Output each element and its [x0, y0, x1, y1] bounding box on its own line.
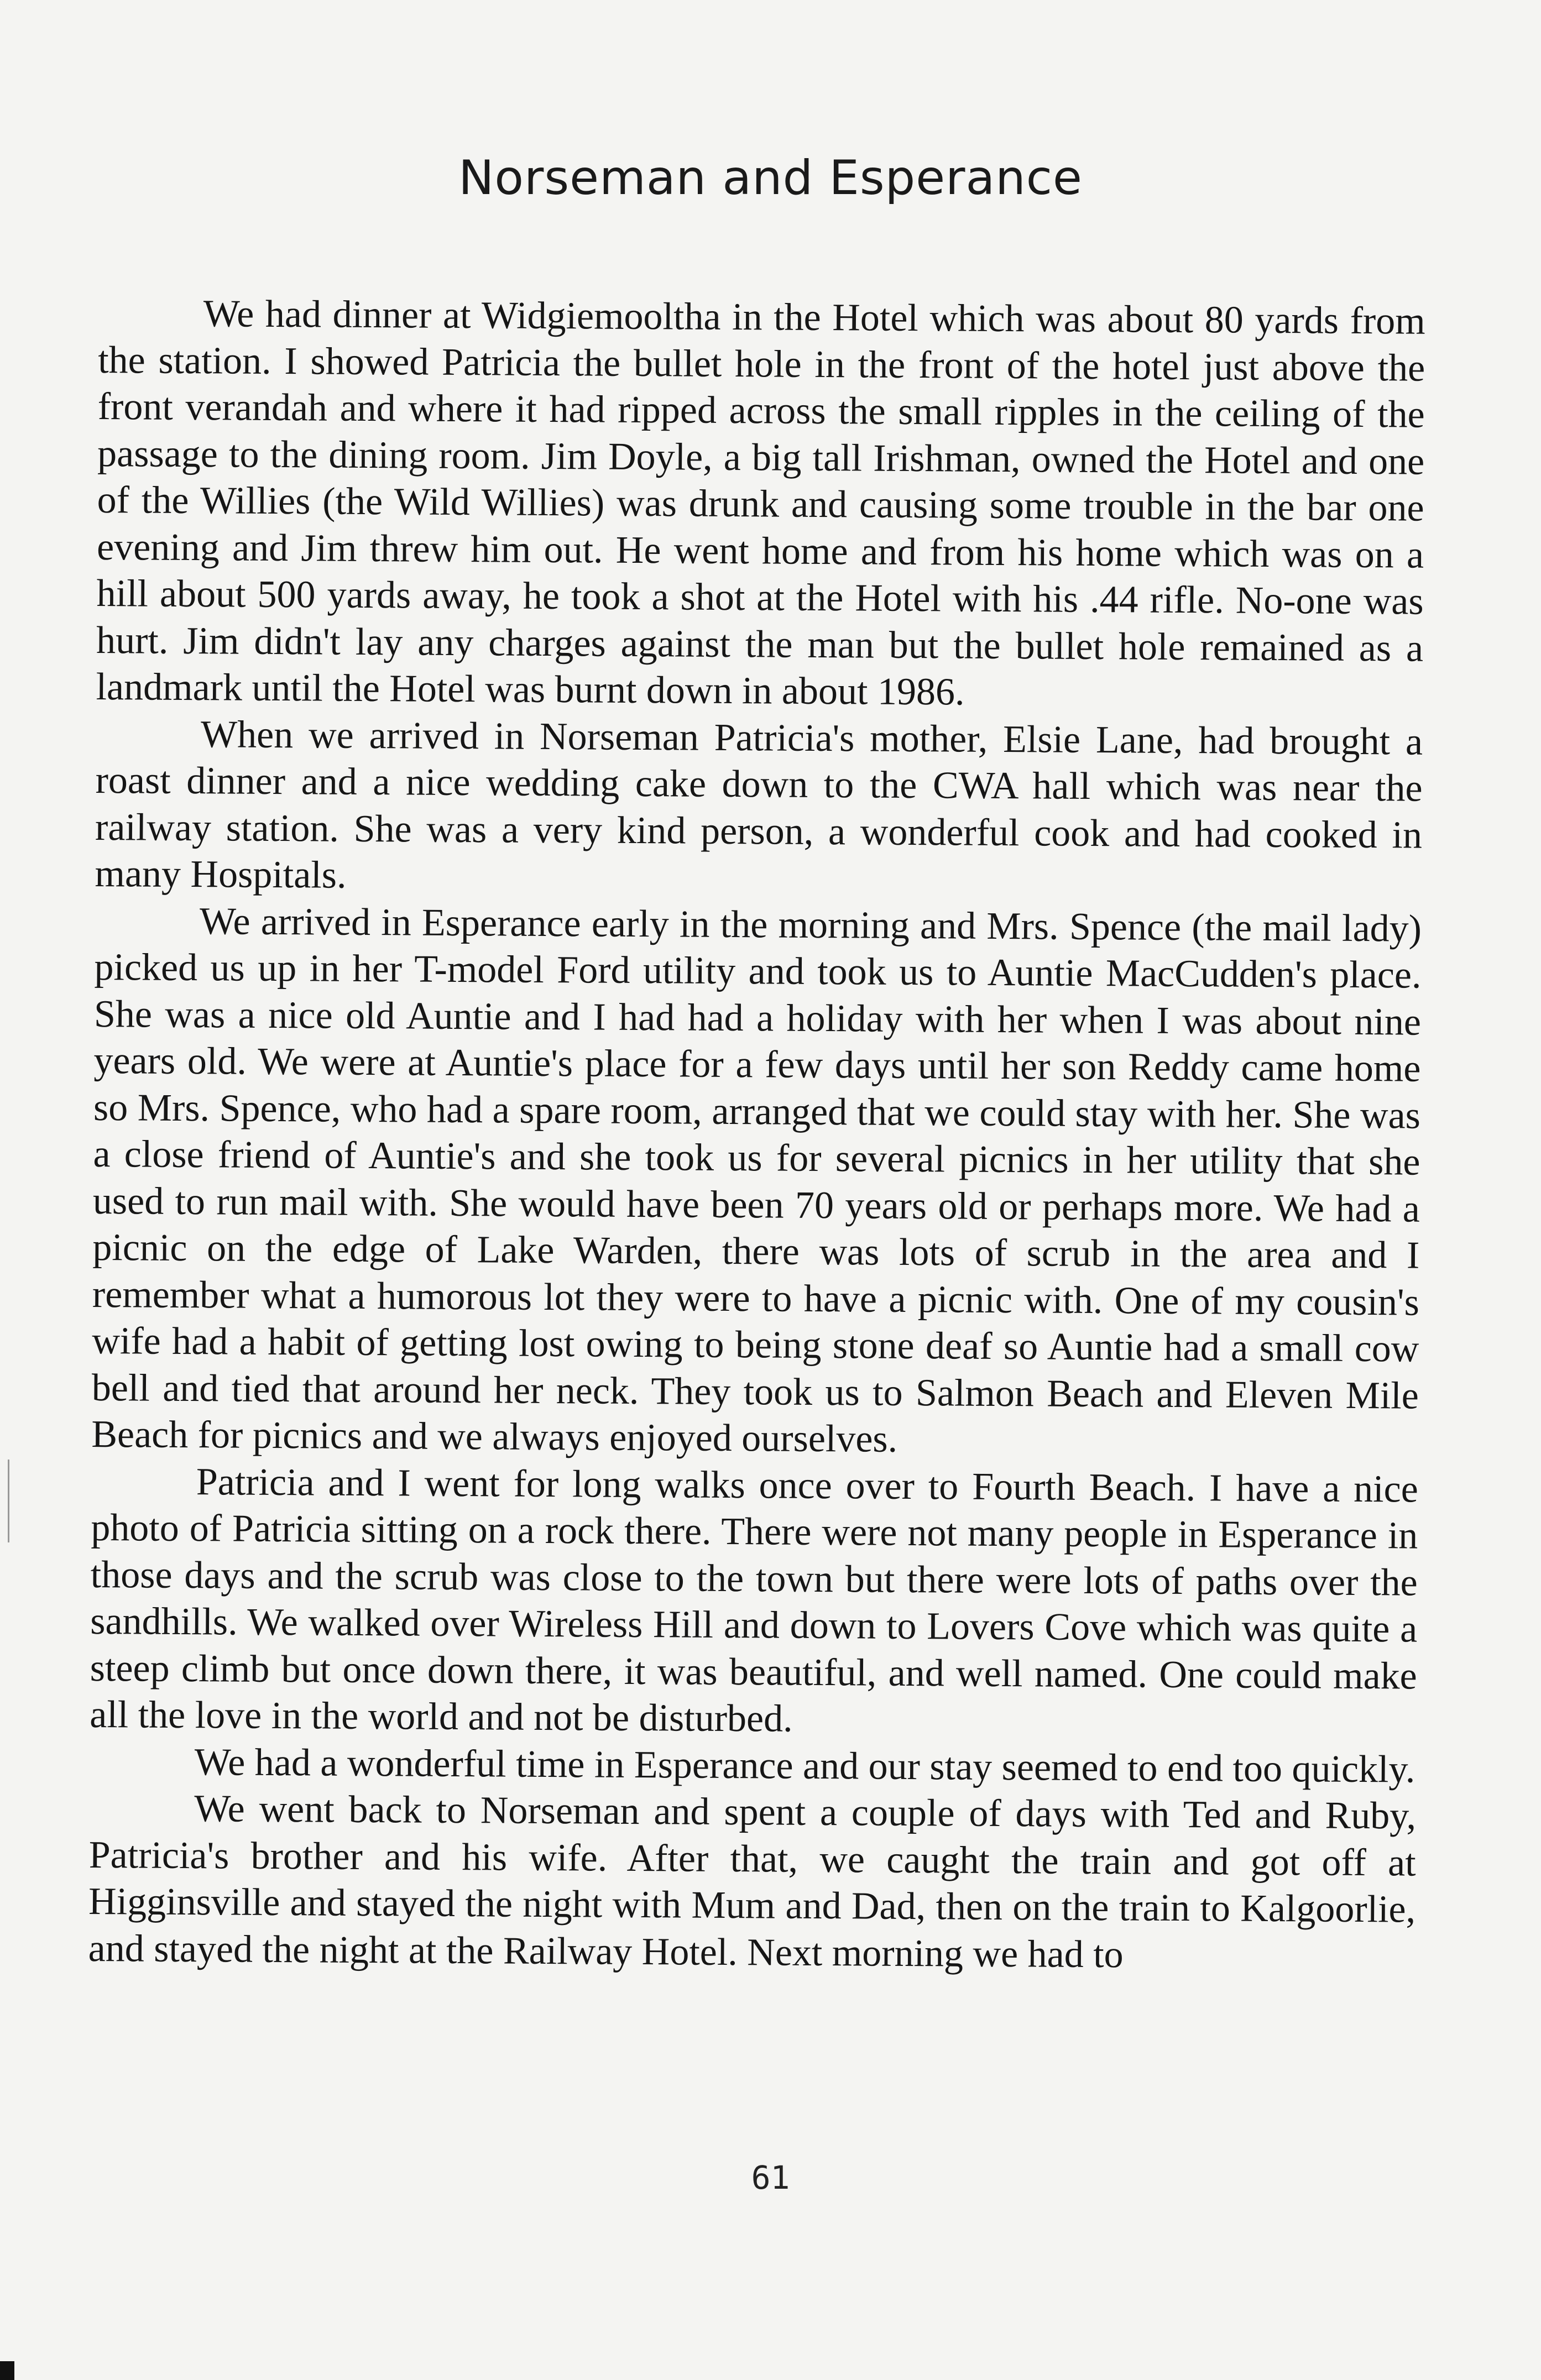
paragraph: Patricia and I went for long walks once over to Fourth Beach. I have a nice photo of Patricia sitting on a rock there. There were not many people in Esperance in those days and the scrub was close to the town but there were lots of paths over the sandhills. We walked over Wireless Hill and down to Lovers Cove which was quite a steep climb but once down there, it was beautiful, and well named. One could make all the love in the world and not be disturbed. [90, 1460, 1419, 1740]
paragraph: We arrived in Esperance early in the morning and Mrs. Spence (the mail lady) picked us up in her T-model Ford utility and took us to Auntie MacCudden's place. She was a nice old Auntie and I had had a holiday with her when I was about nine years old. We were at Auntie's place for a few days until her son Reddy came home so Mrs. Spence, who had a spare room, arranged that we could stay with her. She was a close friend of Auntie's and she took us for several picnics in her utility that she used to run mail with. She would have been 70 years old or perhaps more. We had a picnic on the edge of Lake Warden, there was lots of scrub in the area and I remember what a humorous lot they were to have a picnic with. One of my cousin's wife had a habit of getting lost owing to being stone deaf so Auntie had a small cow bell and tied that around her neck. They took us to Salmon Beach and Eleven Mile Beach for picnics and we always enjoyed ourselves. [91, 899, 1422, 1461]
scan-artifact-corner [0, 2361, 14, 2380]
page-title: Norseman and Esperance [458, 150, 1083, 206]
paragraph: We went back to Norseman and spent a couple of days with Ted and Ruby, Patricia's brother and his wife. After that, we caught the train and got off at Higginsville and stayed the night with Mum and Dad, then on the train to Kalgoorlie, and stayed the night at the Railway Hotel. Next morning we had to [88, 1787, 1417, 1976]
body-text [88, 290, 1425, 1980]
page-number: 61 [751, 2159, 790, 2196]
scan-artifact-line [8, 1460, 9, 1542]
paragraph: We had a wonderful time in Esperance and our stay seemed to end too quickly. [194, 1740, 1415, 1791]
paragraph: We had dinner at Widgiemooltha in the Hotel which was about 80 yards from the station. I showed Patricia the bullet hole in the front of the hotel just above the front verandah and where it had ripped across the small ripples in the ceiling of the passage to the dining room. Jim Doyle, a big tall Irishman, owned the Hotel and one of the Willies (the Wild Willies) was drunk and causing some trouble in the bar one evening and Jim threw him out. He went home and from his home which was on a hill about 500 yards away, he took a shot at the Hotel with his .44 rifle. No-one was hurt. Jim didn't lay any charges against the man but the bullet hole remained as a landmark until the Hotel was burnt down in about 1986. [96, 292, 1425, 714]
paragraph: When we arrived in Norseman Patricia's mother, Elsie Lane, had brought a roast dinner and a nice wedding cake down to the CWA hall which was near the railway station. She was a very kind person, a wonderful cook and had cooked in many Hospitals. [95, 713, 1423, 897]
